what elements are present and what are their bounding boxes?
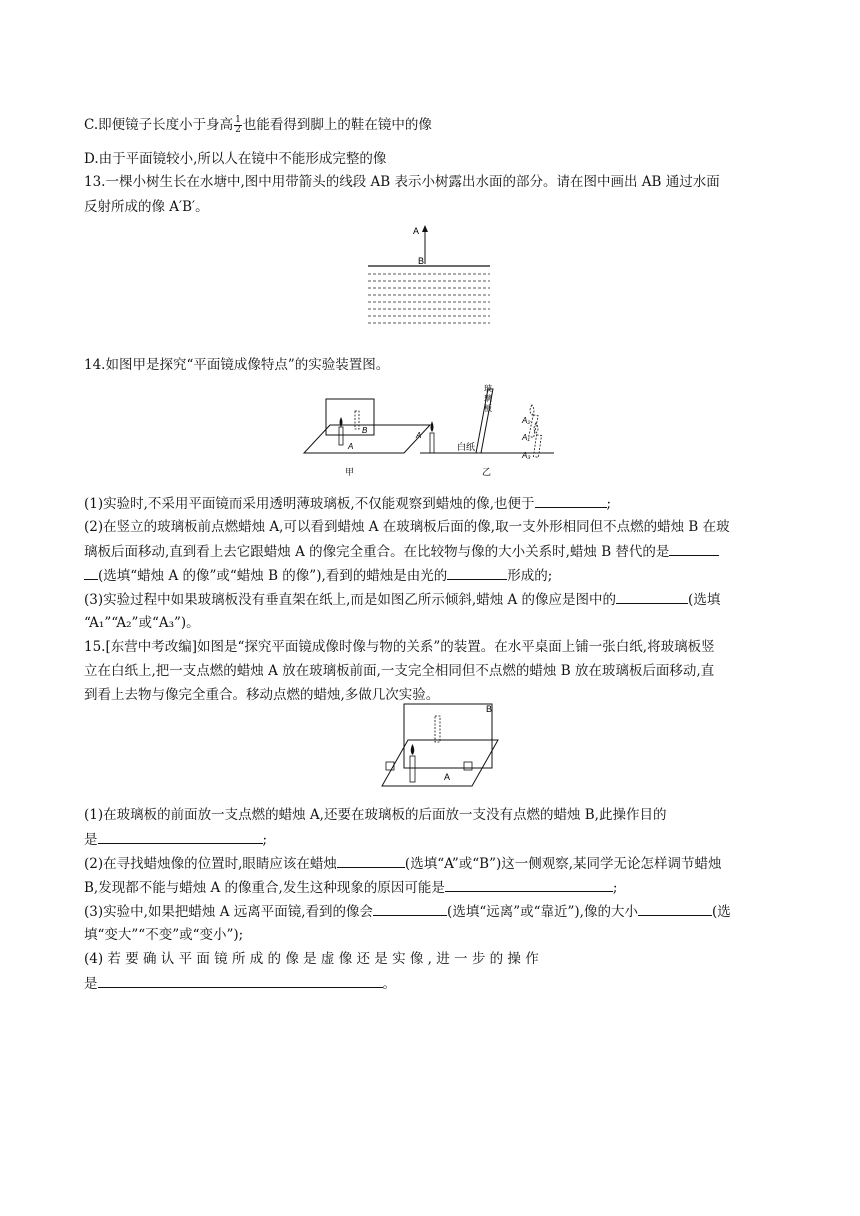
label-a: A bbox=[444, 772, 451, 782]
mirror-experiment-figure bbox=[378, 698, 502, 798]
q15-part2-text-a: (2)在寻找蜡烛像的位置时,眼睛应该在蜡烛 bbox=[84, 856, 337, 872]
answer-blank[interactable] bbox=[669, 541, 719, 556]
answer-blank[interactable] bbox=[447, 565, 507, 580]
q12-option-c-text-after: 也能看得到脚上的鞋在镜中的像 bbox=[242, 117, 432, 133]
one-half-fraction bbox=[234, 116, 242, 135]
q14-part1 bbox=[84, 493, 784, 514]
q15-part1-line2 bbox=[84, 829, 784, 850]
q13-question-line1: 13.一棵小树生长在水塘中,图中用带箭头的线段 AB 表示小树露出水面的部分。请在图中画出 AB 通过水面 bbox=[84, 174, 720, 190]
q15-intro-line3: 到看上去物与像完全重合。移动点燃的蜡烛,多做几次实验。 bbox=[84, 687, 440, 703]
q14-part1-text: (1)实验时,不采用平面镜而采用透明薄玻璃板,不仅能观察到蜡烛的像,也便于 bbox=[84, 496, 535, 512]
candle-a-yi bbox=[430, 433, 434, 453]
q14-part2-line3 bbox=[84, 565, 784, 586]
flame-icon bbox=[411, 744, 415, 755]
q15-intro-line1: 15.[东营中考改编]如图是“探究平面镜成像时像与物的关系”的装置。在水平桌面上铺一张白纸,将玻璃板竖 bbox=[84, 639, 715, 655]
figure-jia bbox=[304, 399, 430, 477]
q12-option-c bbox=[84, 115, 784, 135]
candle-b bbox=[355, 411, 359, 429]
q14-part3-text: (3)实验过程中如果玻璃板没有垂直架在纸上,而是如图乙所示倾斜,蜡烛 A 的像应是图中的 bbox=[84, 592, 617, 608]
answer-blank[interactable] bbox=[373, 901, 447, 916]
q14-part2-line2-text: 璃板后面移动,直到看上去它跟蜡烛 A 的像完全重合。在比较物与像的大小关系时,蜡烛 B 替代的是 bbox=[84, 544, 670, 560]
support-block-right bbox=[464, 762, 472, 770]
answer-blank[interactable] bbox=[616, 589, 688, 604]
q15-part2-line2-text: B,发现都不能与蜡烛 A 的像重合,发生这种现象的原因可能是 bbox=[84, 880, 445, 896]
q15-part2-line2 bbox=[84, 877, 784, 898]
answer-blank[interactable] bbox=[535, 493, 607, 508]
candle-b bbox=[435, 716, 440, 742]
q15-part3-text-c: (选 bbox=[711, 904, 731, 920]
glass-label-3: 板 bbox=[484, 404, 492, 413]
q12-option-c-text-before: C.即便镜子长度小于身高 bbox=[84, 117, 234, 133]
q15-part3-text-a: (3)实验中,如果把蜡烛 A 远离平面镜,看到的像会 bbox=[84, 904, 374, 920]
q15-part2-line1 bbox=[84, 853, 784, 874]
tree-in-pond-figure bbox=[360, 222, 500, 330]
label-a2: A₂ bbox=[522, 416, 531, 425]
label-jia: 甲 bbox=[345, 467, 355, 477]
q14-part2-line1: (2)在竖立的玻璃板前点燃蜡烛 A,可以看到蜡烛 A 在玻璃板后面的像,取一支外形相同但不点燃的蜡烛 B 在玻 bbox=[84, 519, 730, 535]
q15-part4-line1: (4) 若 要 确 认 平 面 镜 所 成 的 像 是 虚 像 还 是 实 像 , 进 一 步 的 操 作 bbox=[84, 951, 539, 967]
white-paper bbox=[382, 740, 498, 786]
candle-experiment-figures bbox=[300, 383, 560, 483]
point-a-label: A bbox=[413, 226, 420, 236]
figure-yi bbox=[415, 383, 554, 477]
q15-part4-end: 。 bbox=[382, 976, 396, 992]
glass-label-2: 璃 bbox=[484, 394, 492, 403]
label-a1: A₁ bbox=[522, 433, 530, 442]
label-a3: A₃ bbox=[522, 451, 531, 460]
flame-icon bbox=[431, 421, 434, 432]
water-hatching bbox=[368, 274, 490, 323]
q15-part1-line1: (1)在玻璃板的前面放一支点燃的蜡烛 A,还要在玻璃板的后面放一支没有点燃的蜡烛 B,此操作目的 bbox=[84, 807, 667, 823]
q15-intro-line2: 立在白纸上,把一支点燃的蜡烛 A 放在玻璃板前面,一支完全相同但不点燃的蜡烛 B 放在玻璃板后面移动,直 bbox=[84, 663, 715, 679]
q14-part3-hint: (选填 bbox=[688, 592, 721, 608]
glass-label-1: 玻 bbox=[484, 384, 492, 393]
q15-part1-line2-text: 是 bbox=[84, 832, 98, 848]
label-b-fig-jia: B bbox=[362, 426, 368, 435]
answer-blank[interactable] bbox=[445, 877, 613, 892]
answer-blank[interactable] bbox=[98, 973, 383, 988]
glass-plate bbox=[404, 704, 492, 768]
q14-part2-line3-text: (选填“蜡烛 A 的像”或“蜡烛 B 的像”),看到的蜡烛是由光的 bbox=[98, 568, 448, 584]
q15-part4-line2 bbox=[84, 973, 784, 994]
fraction-numerator: 1 bbox=[235, 115, 241, 125]
q15-part1-end: ; bbox=[262, 832, 268, 848]
q14-part3-line2: “A₁”“A₂”或“A₃”)。 bbox=[84, 615, 200, 631]
image-candles bbox=[529, 405, 542, 457]
answer-blank[interactable] bbox=[638, 901, 712, 916]
q15-part2-text-b: (选填“A”或“B”)这一侧观察,某同学无论怎样调节蜡烛 bbox=[404, 856, 722, 872]
q14-part2-line3-end: 形成的; bbox=[507, 568, 553, 584]
answer-blank-continued[interactable] bbox=[84, 565, 98, 580]
label-yi: 乙 bbox=[482, 467, 492, 477]
q15-part4-line2-text: 是 bbox=[84, 976, 98, 992]
q15-part3-line1 bbox=[84, 901, 784, 922]
label-a-fig-yi: A bbox=[416, 431, 422, 440]
q14-part1-end: ; bbox=[606, 496, 612, 512]
q14-intro: 14.如图甲是探究“平面镜成像特点”的实验装置图。 bbox=[84, 357, 390, 373]
white-paper-label: 白纸 bbox=[457, 442, 476, 452]
answer-blank[interactable] bbox=[98, 829, 263, 844]
q13-question-line2: 反射所成的像 A′B′。 bbox=[84, 199, 209, 215]
q12-option-d: D.由于平面镜较小,所以人在镜中不能形成完整的像 bbox=[84, 151, 387, 167]
answer-blank[interactable] bbox=[337, 853, 405, 868]
point-b-label: B bbox=[418, 256, 425, 266]
q15-part3-line2: 填“变大”“不变”或“变小”); bbox=[84, 927, 244, 943]
candle-a bbox=[339, 427, 343, 445]
q15-part2-end: ; bbox=[612, 880, 618, 896]
q15-part3-text-b: (选填“远离”或“靠近”),像的大小 bbox=[447, 904, 638, 920]
label-a-fig-jia: A bbox=[348, 442, 354, 451]
label-b: B bbox=[486, 704, 493, 714]
arrow-head-icon bbox=[422, 225, 428, 232]
q14-part2-line2 bbox=[84, 541, 784, 562]
fraction-denominator: 2 bbox=[235, 125, 241, 135]
candle-a bbox=[410, 756, 415, 782]
q14-part3-line1 bbox=[84, 589, 784, 610]
